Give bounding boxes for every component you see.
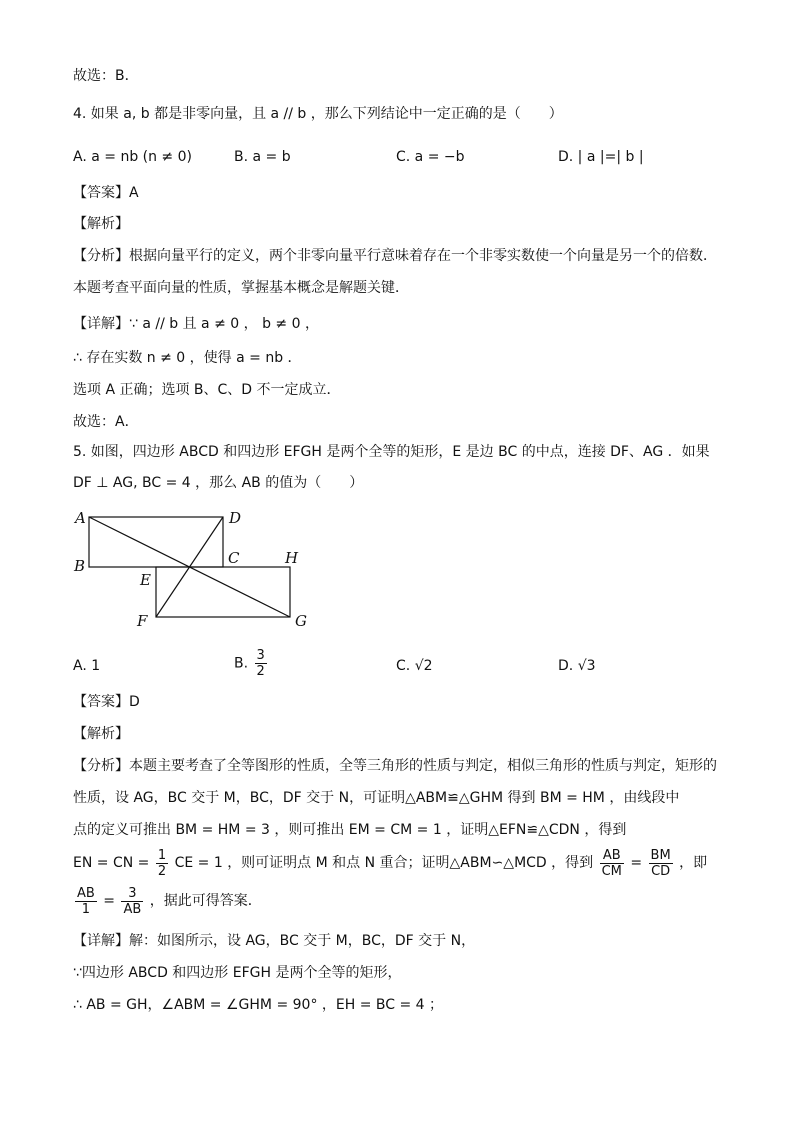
rectangles-figure [68, 505, 328, 640]
detail-5-line3: ∴ AB = GH，∠ABM = ∠GHM = 90° ，EH = BC = 4 ； [73, 997, 444, 1013]
fraction-ab-over-cm: $\frac{AB}{CM}$ [601, 847, 622, 879]
rectangle-abcd [89, 517, 223, 567]
q5-option-c-label: C. [396, 658, 411, 674]
q5-option-d-label: D. [558, 658, 574, 674]
analysis-4-line1: 【分析】根据向量平行的定义，两个非零向量平行意味着存在一个非零实数使一个向量是另一个的倍数． [73, 248, 717, 264]
analysis-4-line2: 本题考查平面向量的性质，掌握基本概念是解题关键． [73, 280, 409, 296]
label-g: G [295, 612, 307, 630]
q5-option-d-value: √3 [577, 658, 596, 674]
rectangle-efgh [156, 567, 290, 617]
q5-option-d [558, 656, 596, 676]
q5-option-c-value: √2 [414, 658, 433, 674]
fraction-ab-over-1: $\frac{AB}{1}$ [77, 885, 95, 917]
question-5-line1: 5. 如图，四边形 ABCD 和四边形 EFGH 是两个全等的矩形，E 是边 BC 的中点，连接 DF、AG ．如果 [73, 444, 710, 460]
label-b: B [74, 557, 86, 575]
fraction-3-over-ab: $\frac{3}{AB}$ [123, 885, 142, 917]
detail-5-line2: ∵四边形 ABCD 和四边形 EFGH 是两个全等的矩形， [73, 965, 402, 981]
detail-4-line2: ∴ 存在实数 n ≠ 0 ，使得 a = nb ． [73, 350, 302, 366]
q4-option-c: C. a = −b [396, 149, 465, 165]
q5-option-c [396, 656, 433, 676]
answer-4: 【答案】A [73, 185, 139, 201]
analysis-5-line2: 性质，设 AG，BC 交于 M，BC，DF 交于 N，可证明△ABM≌△GHM 得到 BM = HM ，由线段中 [73, 790, 680, 806]
text-line: 故选：B． [73, 68, 139, 84]
detail-4-line4: 故选：A． [73, 414, 139, 430]
fraction-bm-over-cd: $\frac{BM}{CD}$ [650, 847, 671, 879]
equals-sign: = [630, 855, 643, 871]
label-e: E [140, 571, 151, 589]
analysis-5-line5-part2: ，据此可得答案． [149, 893, 262, 909]
q4-option-a: A. a = nb (n ≠ 0) [73, 149, 192, 165]
fraction-one-half: $\frac{1}{2}$ [157, 847, 167, 879]
q5-option-a: A. 1 [73, 658, 101, 674]
label-a: A [75, 509, 86, 527]
question-5-line2: DF ⊥ AG, BC = 4 ，那么 AB 的值为（ ） [73, 475, 364, 491]
analysis-5-line1: 【分析】本题主要考查了全等图形的性质，全等三角形的性质与判定，相似三角形的性质与判定，矩形的 [73, 758, 717, 774]
equals-sign-2: = [103, 893, 115, 909]
label-c: C [228, 549, 240, 567]
detail-4-line3: 选项 A 正确；选项 B、C、D 不一定成立． [73, 382, 341, 398]
q5-option-b-label: B. [234, 655, 249, 672]
question-4: 4. 如果 a, b 都是非零向量，且 a // b ，那么下列结论中一定正确的是（ ） [73, 106, 563, 122]
q5-option-b-fraction: $\frac{3}{2}$ [256, 648, 265, 679]
analysis-5-line4-part3: ，即 [679, 855, 708, 871]
q5-option-b [234, 648, 269, 679]
label-d: D [229, 509, 242, 527]
analysis-5-line5 [73, 884, 262, 918]
analysis-5-line4-part1: EN = CN = [73, 855, 150, 871]
label-h: H [285, 549, 299, 567]
answer-5: 【答案】D [73, 694, 140, 710]
analysis-5-line3: 点的定义可推出 BM = HM = 3 ，则可推出 EM = CM = 1 ，证明△EFN≌△CDN ，得到 [73, 822, 627, 838]
detail-5-line1: 【详解】解：如图所示，设 AG，BC 交于 M，BC，DF 交于 N， [73, 933, 476, 949]
analysis-5-line4 [73, 846, 707, 880]
analysis-heading-5: 【解析】 [73, 726, 129, 742]
analysis-heading-4: 【解析】 [73, 216, 129, 232]
detail-4-line1: 【详解】∵ a // b 且 a ≠ 0 ， b ≠ 0 ， [73, 316, 319, 332]
label-f: F [137, 612, 148, 630]
analysis-5-line4-part2: CE = 1 ，则可证明点 M 和点 N 重合；证明△ABM∽△MCD ，得到 [174, 855, 594, 871]
q4-option-d: D. | a |=| b | [558, 149, 644, 165]
q4-option-b: B. a = b [234, 149, 291, 165]
